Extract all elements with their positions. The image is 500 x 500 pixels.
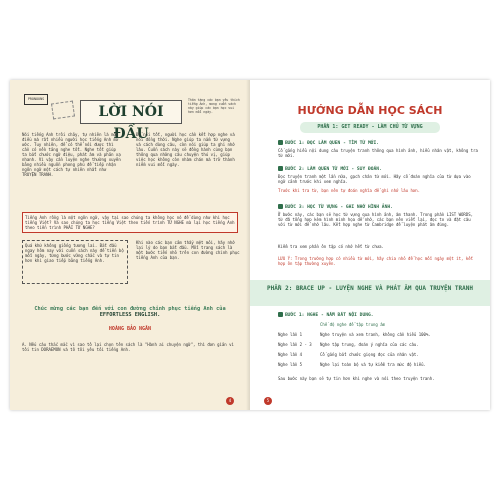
listen-text-1: Nghe truyện và xem tranh, không cần hiểu 100%.: [320, 332, 431, 337]
brand-name: EFFORTLESS ENGLISH.: [99, 312, 161, 318]
listen-text-2: Nghe tập trung, đoán ý nghĩa của các câu.: [320, 342, 419, 347]
intro-text: Thân tặng các bạn yêu thích tiếng Anh, mong cuốn sách này giúp các bạn học vui hơn mỗi ngày.: [188, 98, 240, 114]
phase2-foot: Sau bước này bạn sẽ tự tin hơn khi nghe và nói theo truyện tranh.: [278, 376, 435, 381]
step-icon: [278, 140, 283, 145]
highlight-box: [22, 212, 238, 233]
stamp-decoration: [51, 101, 75, 120]
greeting-text: Chúc mừng các bạn đến với con đường chinh phục tiếng Anh của: [34, 306, 226, 312]
page-title: LỜI NÓI ĐẦU: [98, 104, 164, 142]
quote-box-2: [136, 240, 240, 260]
greeting-line: [20, 306, 240, 318]
quote-text-2: Khi nào các bạn cảm thấy mệt mỏi, hãy nhớ lại lý do bạn bắt đầu. Mỗi trang sách là một bước tiến nhỏ trên con đường chinh phục tiếng Anh của bạn.: [136, 240, 240, 260]
pronouns-badge: PRONOUNS: [24, 94, 48, 105]
phase2-title: PHẦN 2: BRACE UP - LUYỆN NGHE VÀ PHÁT ÂM QUA TRUYỆN TRANH: [267, 285, 473, 292]
step1-heading: [278, 140, 379, 146]
step3-text: Ở bước này, các bạn sẽ học từ vựng qua hình ảnh, âm thanh. Trong phần LIST WORDS, từ đã tổng hợp kèm hình minh họa dễ nhớ, các bạn nên viết lại, đọc to và đặt câu với từ mới để nhớ lâu. Kết hợp nghe từ Cambridge để luyện phát âm đúng.: [278, 212, 474, 227]
paragraph-col2: Để nói tốt, người học cần kết hợp nghe và nói đồng thời. Nghe giúp ta nắm từ vựng và cách dùng câu, còn nói giúp ta ghi nhớ lâu. Cuốn sách này sẽ đồng hành cùng bạn thông qua những câu chuyện thú vị, giúp việc học không còn nhàm chán mà trở thành niềm vui mỗi ngày.: [136, 132, 235, 167]
author-signature: HOÀNG BẢO NGÂN: [108, 326, 152, 332]
quote-box-1: [22, 240, 128, 284]
step1-label: BƯỚC 1: ĐỌC LÀM QUEN - TÌM TỪ MỚI.: [285, 141, 380, 146]
step3-label: BƯỚC 3: HỌC TỪ VỰNG - GHI NHỚ HÌNH ẢNH.: [285, 205, 393, 210]
step2-heading: [278, 166, 382, 172]
step-icon: [278, 166, 283, 171]
title-box: [80, 100, 182, 142]
note2: LƯU Ý: Trong trường hợp có nhiều từ mới, hãy chia nhỏ để học mỗi ngày một ít, kết hợp ôn tập thường xuyên.: [278, 256, 474, 266]
listen-text-3: Cố gắng bắt chước giọng đọc của nhân vật.: [320, 352, 419, 357]
right-page: [250, 80, 490, 410]
quote-text-1: Quá khứ không giống tương lai. Bắt đầu ngay hôm nay với cuốn sách này để tiến bộ mỗi ngày, từng bước vững chắc và tự tin hơn khi giao tiếp bằng tiếng Anh.: [25, 243, 124, 263]
listen-label-2: Nghe lần 2 - 3: [278, 342, 312, 347]
listen-label-3: Nghe lần 4: [278, 352, 303, 357]
left-page: [10, 80, 250, 410]
page-number-left: 4: [226, 397, 234, 405]
p2-step1-label: BƯỚC 1: NGHE - NẮM BẮT NỘI DUNG.: [285, 313, 374, 318]
step-icon: [278, 312, 283, 317]
step3-heading: [278, 204, 393, 210]
page-number-right: 5: [264, 397, 272, 405]
listen-mode-sub: Chế độ nghe để tập trung âm: [320, 322, 386, 327]
footnote-text: A. Nếu câu thắc mắc vì sao tô lại chọn tên sách là "Hành ai chuyện ngữ", thì đơn giản vì tôi tin DORAEMON và tô tôi yêu tôi tiếng Anh.: [22, 342, 234, 352]
step2-text: Đọc truyện tranh một lần nữa, gạch chân từ mới. Hãy cố đoán nghĩa của từ dựa vào ngữ cảnh trước khi xem nghĩa.: [278, 174, 471, 184]
step3-extra: Kiểm tra xem phần ôn tập có nhớ hết từ chưa.: [278, 244, 384, 249]
paragraph-col1: Nói tiếng Anh trôi chảy, tự nhiên là một điều mà rất nhiều người học tiếng Anh mơ ước. Tuy nhiên, để có thể nói được thì cần có nền tảng nghe tốt. Nghe tốt giúp ta bắt chước ngữ điệu, phát âm và phản xạ nhanh. Vì vậy cần luyện nghe thường xuyên bằng nhiều nguồn phong phú để tiếp nhận ngôn ngữ một cách tự nhiên nhất như TRUYỆN TRANH.: [22, 132, 121, 177]
step-icon: [278, 204, 283, 209]
step1-text: Cố gắng hiểu nội dung câu truyện tranh thông qua hình ảnh, hiểu nhân vật, không tra từ mới.: [278, 148, 478, 158]
p2-step1-heading: [278, 312, 374, 318]
note1: Trước khi tra từ, bạn nên tự đoán nghĩa để ghi nhớ lâu hơn.: [278, 188, 421, 193]
listen-text-4: Nghe lại toàn bộ và tự kiểm tra mức độ hiểu.: [320, 362, 426, 367]
guide-title: HƯỚNG DẪN HỌC SÁCH: [297, 104, 443, 117]
highlight-text: Tiếng Anh rồng là một ngôn ngữ, vậy tại sao chúng ta không học nó để dùng như khi học tiếng Việt? Và sao chúng ta học tiếng Việt theo tiến trình TỪ NGHE mà lại học tiếng Anh theo tiến trình PHẢI TỪ NGHE?: [25, 215, 235, 230]
step2-label: BƯỚC 2: LÀM QUEN TỪ MỚI - SUY ĐOÁN.: [285, 167, 382, 172]
phase1-banner: PHẦN 1: GET READY - LÀM CHỦ TỪ VỰNG: [300, 122, 440, 133]
book-spread: [10, 80, 490, 410]
listen-label-4: Nghe lần 5: [278, 362, 303, 367]
phase2-banner: [250, 280, 490, 306]
listen-label-1: Nghe lần 1: [278, 332, 303, 337]
